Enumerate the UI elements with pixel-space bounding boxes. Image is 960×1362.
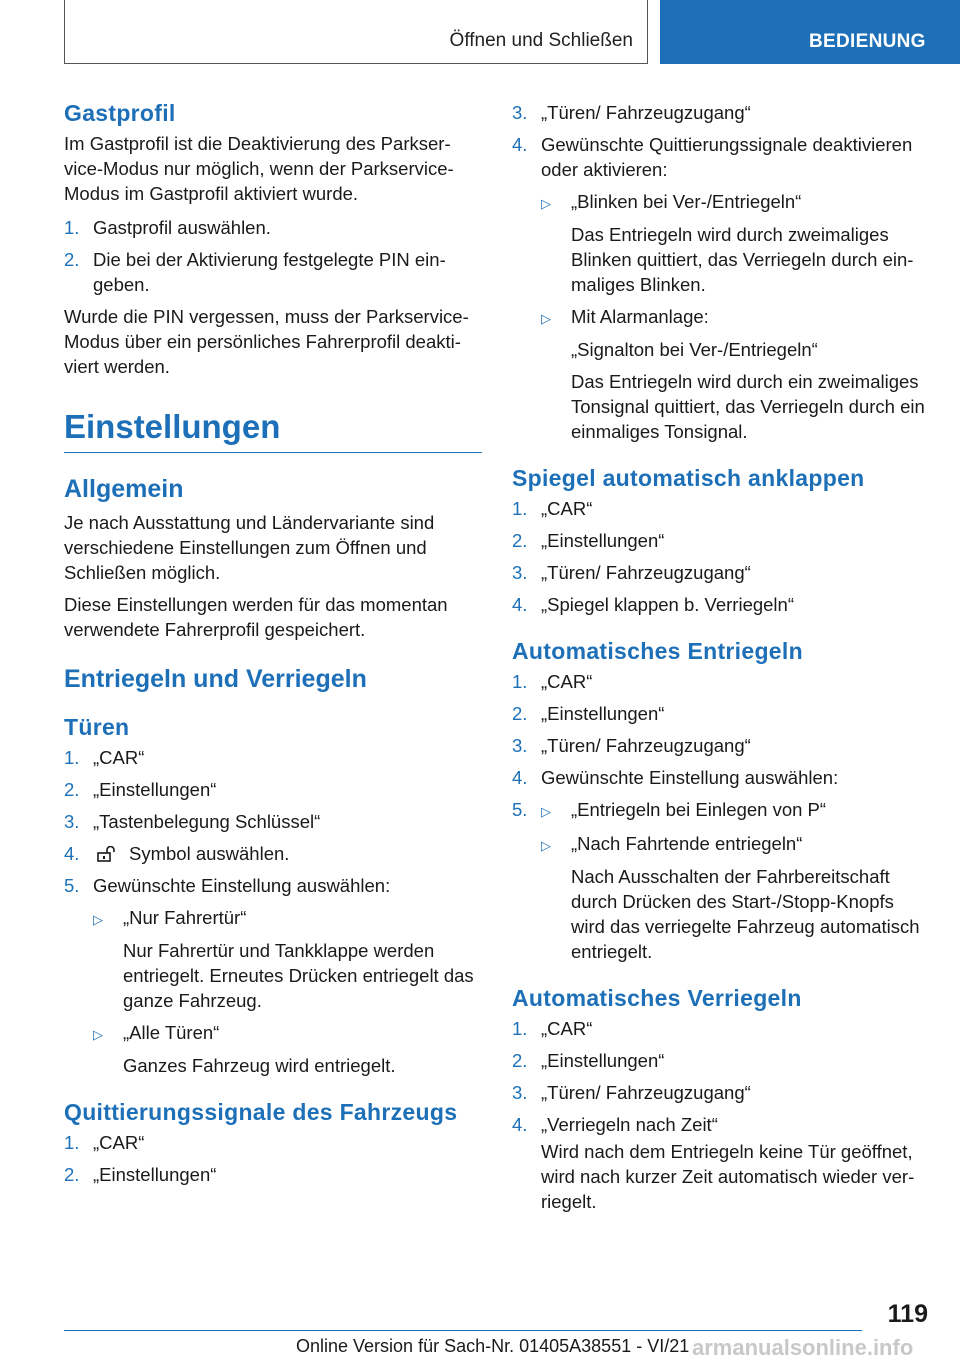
triangle-right-icon: ▷ bbox=[541, 311, 551, 326]
list-item: 4. „Verriegeln nach Zeit“ bbox=[512, 1114, 718, 1135]
section-tab bbox=[660, 0, 960, 64]
page-number: 119 bbox=[887, 1300, 928, 1328]
paragraph: Wird nach dem Entriegeln keine Tür geöffnet, wird nach kurzer Zeit automatisch wieder verriegelt. bbox=[541, 1141, 915, 1212]
paragraph: Wurde die PIN vergessen, muss der Parkservice-Modus über ein persönliches Fahrerprofil deaktiviert werden. bbox=[64, 306, 469, 377]
list-item: 1. „CAR“ bbox=[64, 1132, 145, 1153]
heading-automatisches-entriegeln: Automatisches Entriegeln bbox=[512, 638, 803, 664]
triangle-right-icon: ▷ bbox=[93, 912, 103, 927]
list-item: 2. „Einstellungen“ bbox=[64, 779, 217, 800]
paragraph: Nur Fahrertür und Tankklappe werden entriegelt. Erneutes Drücken entriegelt das ganze Fahrzeug. bbox=[123, 940, 474, 1011]
list-item: 4. „Spiegel klappen b. Verriegeln“ bbox=[512, 594, 794, 615]
paragraph: „Signalton bei Ver-/Entriegeln“ bbox=[571, 339, 818, 360]
list-item: 5. ▷ „Entriegeln bei Einlegen von P“ bbox=[512, 797, 932, 824]
list-item: 4. Gewünschte Quittierungssignale deaktivieren oder aktivieren: bbox=[512, 134, 913, 180]
list-item: 2. „Einstellungen“ bbox=[512, 530, 665, 551]
bullet-item: ▷ „Nur Fahrertür“ bbox=[93, 905, 482, 932]
list-item: 2. „Einstellungen“ bbox=[512, 703, 665, 724]
triangle-right-icon: ▷ bbox=[541, 196, 551, 211]
paragraph: Diese Einstellungen werden für das momentan verwendete Fahrerprofil gespeichert. bbox=[64, 594, 448, 640]
left-column bbox=[64, 100, 482, 1194]
section-label: BEDIENUNG bbox=[809, 31, 926, 52]
open-lock-icon bbox=[97, 846, 117, 862]
paragraph: Das Entriegeln wird durch zweimaliges Blinken quittiert, das Verriegeln durch einmaliges Blinken. bbox=[571, 224, 914, 295]
list-item: 1. „CAR“ bbox=[512, 671, 593, 692]
heading-einstellungen: Einstellungen bbox=[64, 408, 281, 445]
heading-tueren: Türen bbox=[64, 714, 130, 740]
paragraph: Das Entriegeln wird durch ein zweimaliges Tonsignal quittiert, das Verriegeln durch ein einmaliges Tonsignal. bbox=[571, 371, 925, 442]
paragraph: Im Gastprofil ist die Deaktivierung des Parkservice-Modus nur möglich, wenn der Parkservice-Modus im Gastprofil aktiviert wurde. bbox=[64, 133, 454, 204]
list-item: 3. „Tastenbelegung Schlüssel“ bbox=[64, 811, 321, 832]
paragraph: Nach Ausschalten der Fahrbereitschaft durch Drücken des Start-/Stopp-Knopfs wird das verriegelte Fahrzeug automatisch entriegelt. bbox=[571, 866, 920, 962]
bullet-item: ▷ Mit Alarmanlage: bbox=[541, 304, 932, 331]
heading-entriegeln-verriegeln: Entriegeln und Verriegeln bbox=[64, 665, 367, 693]
paragraph: Je nach Ausstattung und Ländervariante sind verschiedene Einstellungen zum Öffnen und Schließen möglich. bbox=[64, 512, 435, 583]
heading-spiegel: Spiegel automatisch anklappen bbox=[512, 465, 865, 491]
list-item: 1. „CAR“ bbox=[512, 498, 593, 519]
list-item: 3. „Türen/ Fahrzeugzugang“ bbox=[512, 1082, 751, 1103]
bullet-item: ▷ „Alle Türen“ bbox=[93, 1020, 482, 1047]
list-item: 1. „CAR“ bbox=[512, 1018, 593, 1039]
heading-quittierungssignale: Quittierungssignale des Fahrzeugs bbox=[64, 1099, 458, 1125]
list-item: 4. Symbol auswählen. bbox=[64, 843, 290, 864]
right-column bbox=[512, 100, 932, 1221]
list-item: 2. Die bei der Aktivierung festgelegte PIN eingeben. bbox=[64, 249, 446, 295]
footer-text: Online Version für Sach-Nr. 01405A38551 - VI/21 bbox=[296, 1336, 690, 1356]
watermark: armanualsonline.info bbox=[692, 1335, 914, 1360]
list-item: 2. „Einstellungen“ bbox=[512, 1050, 665, 1071]
paragraph: Ganzes Fahrzeug wird entriegelt. bbox=[123, 1055, 396, 1076]
heading-allgemein: Allgemein bbox=[64, 475, 184, 503]
list-item: 2. „Einstellungen“ bbox=[64, 1164, 217, 1185]
list-item: 3. „Türen/ Fahrzeugzugang“ bbox=[512, 735, 751, 756]
triangle-right-icon: ▷ bbox=[93, 1027, 103, 1042]
triangle-right-icon: ▷ bbox=[541, 838, 551, 853]
header-title-tab bbox=[64, 0, 648, 64]
list-item: 3. „Türen/ Fahrzeugzugang“ bbox=[512, 562, 751, 583]
chapter-title: Öffnen und Schließen bbox=[449, 30, 633, 51]
list-item: 4. Gewünschte Einstellung auswählen: bbox=[512, 767, 839, 788]
footer-rule bbox=[64, 1330, 862, 1331]
bullet-item: ▷ „Blinken bei Ver-/Entriegeln“ bbox=[541, 189, 932, 216]
list-item: 5. Gewünschte Einstellung auswählen: bbox=[64, 875, 391, 896]
list-item: 1. „CAR“ bbox=[64, 747, 145, 768]
bullet-item: ▷ „Nach Fahrtende entriegeln“ bbox=[541, 831, 932, 858]
list-item: 1. Gastprofil auswählen. bbox=[64, 217, 271, 238]
triangle-right-icon: ▷ bbox=[541, 804, 551, 819]
list-item: 3. „Türen/ Fahrzeugzugang“ bbox=[512, 102, 751, 123]
heading-automatisches-verriegeln: Automatisches Verriegeln bbox=[512, 985, 802, 1011]
heading-gastprofil: Gastprofil bbox=[64, 100, 176, 126]
